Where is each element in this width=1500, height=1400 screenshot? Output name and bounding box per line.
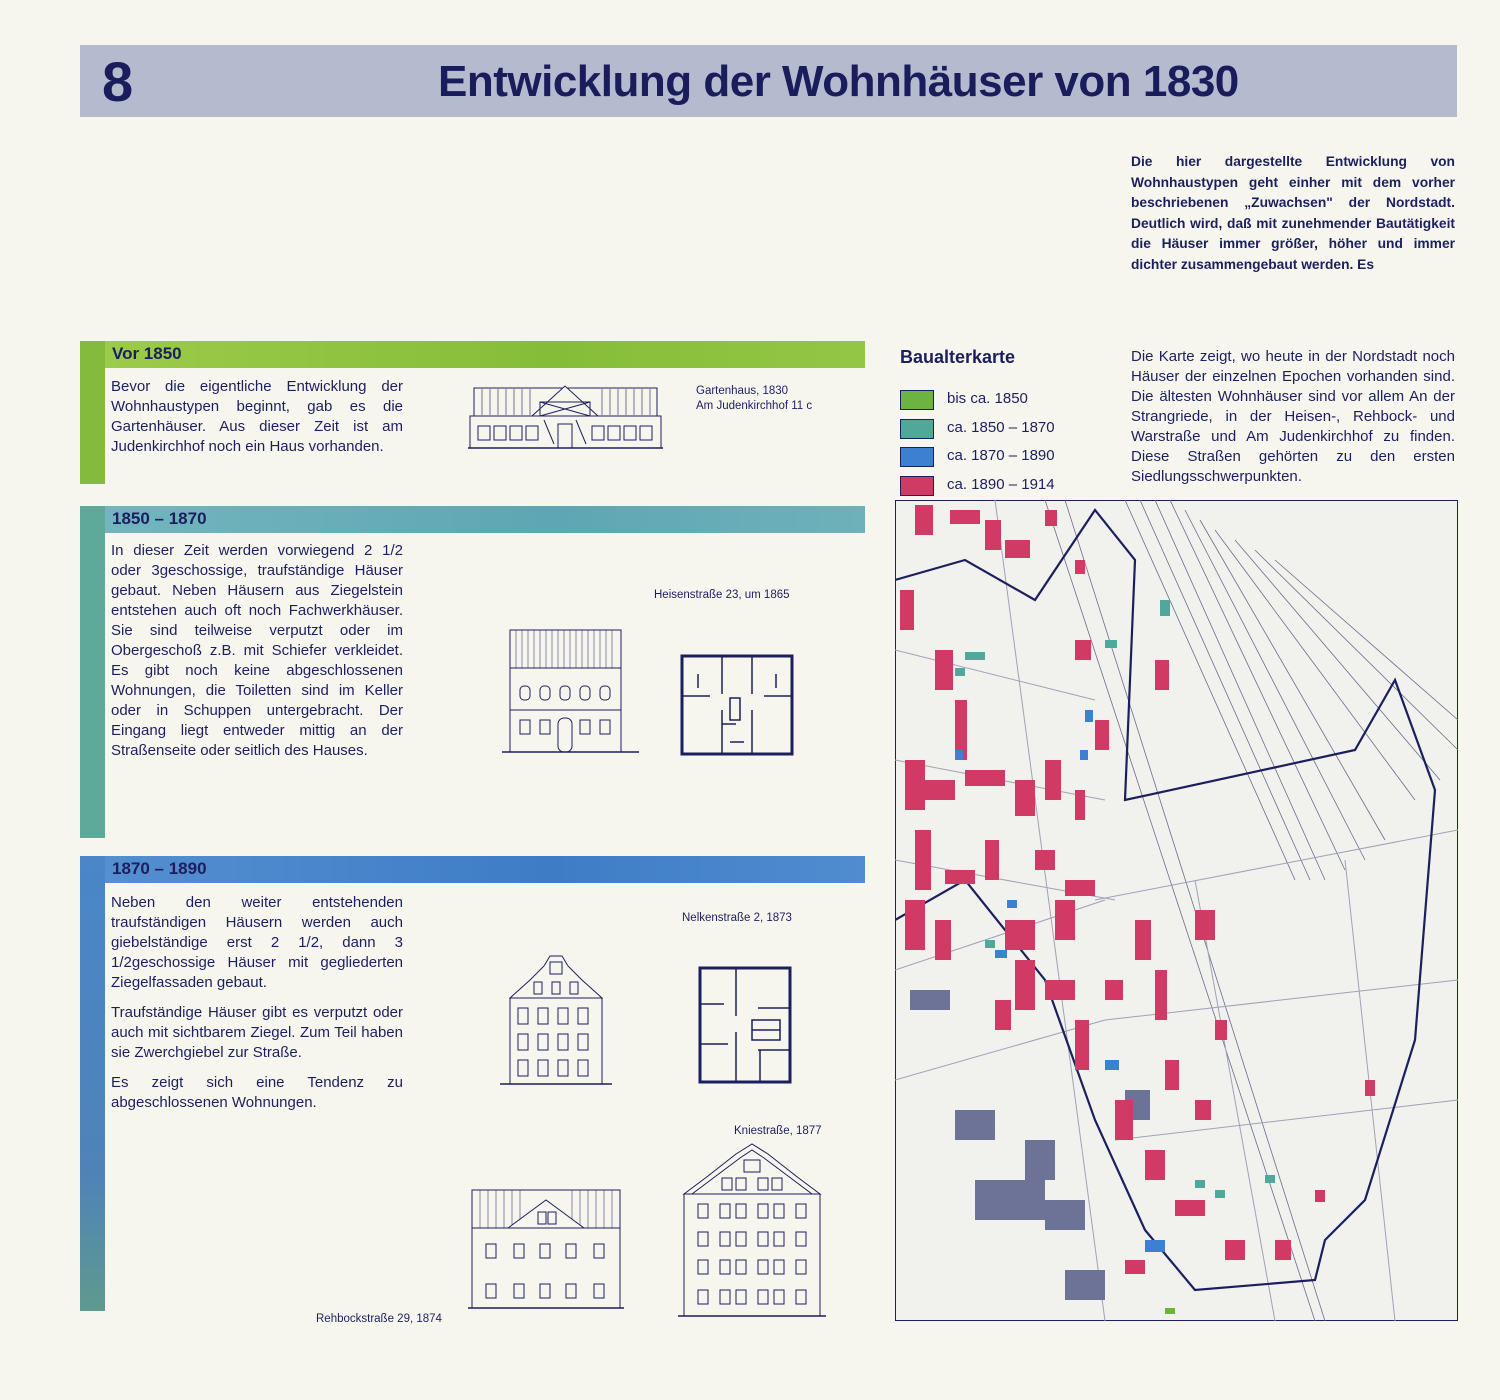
gartenhaus-elevation-drawing [468, 384, 663, 454]
caption-rehbockstrasse: Rehbockstraße 29, 1874 [316, 1313, 442, 1325]
legend-label: bis ca. 1850 [947, 390, 1028, 407]
section-text [111, 377, 403, 457]
kniestrasse-elevation-drawing [678, 1140, 826, 1320]
caption-nelkenstrasse: Nelkenstraße 2, 1873 [682, 912, 792, 924]
caption-line: Gartenhaus, 1830 [696, 385, 789, 397]
legend-label: ca. 1890 – 1914 [947, 476, 1055, 493]
section-stripe [80, 506, 105, 838]
paragraph: In dieser Zeit werden vorwiegend 2 1/2 oder 3geschossige, traufständige Häuser gebaut. Neben Häusern aus Ziegelstein entstehen auch oft noch Fachwerkhäuser. Sie sind teilweise verputzt oder im Obergeschoß z.B. mit Schiefer verkleidet. Es gibt noch keine abgeschlossenen Wohnungen, die Toiletten sind im Keller oder in Schuppen untergebracht. Der Eingang liegt entweder mittig an der Straßenseite oder seitlich des Hauses. [111, 542, 403, 759]
section-text [111, 541, 403, 761]
heisenstrasse-floor-plan [680, 654, 794, 756]
legend-swatch [900, 390, 934, 410]
nelkenstrasse-elevation-drawing [500, 950, 612, 1088]
section-band-1850-1870 [80, 506, 865, 533]
caption-heisenstrasse: Heisenstraße 23, um 1865 [654, 589, 790, 601]
section-band-1870-1890 [80, 856, 865, 883]
title-bar [80, 45, 1457, 117]
section-title: 1870 – 1890 [112, 859, 207, 878]
legend-swatch [900, 476, 934, 496]
legend-label: ca. 1870 – 1890 [947, 447, 1055, 464]
paragraph: Bevor die eigentliche Entwicklung der Wohnhaustypen beginnt, gab es die Gartenhäuser. Aus dieser Zeit ist am Judenkirchhof noch ein Haus vorhanden. [111, 378, 403, 455]
rehbockstrasse-elevation-drawing [468, 1188, 624, 1312]
chapter-number: 8 [102, 50, 134, 113]
section-title: 1850 – 1870 [112, 509, 207, 528]
legend-label: ca. 1850 – 1870 [947, 419, 1055, 436]
legend-swatch [900, 447, 934, 467]
nelkenstrasse-floor-plan [698, 966, 792, 1084]
legend-swatch [900, 419, 934, 439]
caption-kniestrasse: Kniestraße, 1877 [734, 1125, 822, 1137]
intro-paragraph: Die hier dargestellte Entwicklung von Wohnhaustypen geht einher mit dem vorher beschriebenen „Zuwachsen" der Nordstadt. Deutlich wird, daß mit zunehmender Bautätigkeit die Häuser immer größer, höher und immer dichter zusammengebaut werden. Es [1131, 154, 1455, 272]
caption-gartenhaus [696, 384, 812, 414]
map-description: Die Karte zeigt, wo heute in der Nordstadt noch Häuser der einzelnen Epochen vorhanden sind. Die ältesten Wohnhäuser sind vor allem An der Strangriede, in der Heisen-, Rehbock- und Warstraße und Am Judenkirchhof zu finden. Diese Straßen gehörten zu den ersten Siedlungsschwerpunkten. [1131, 348, 1455, 485]
section-text [111, 893, 403, 1113]
section-stripe [80, 341, 105, 484]
page-title: Entwicklung der Wohnhäuser von 1830 [438, 57, 1239, 106]
section-band-vor-1850 [80, 341, 865, 368]
caption-line: Am Judenkirchhof 11 c [696, 400, 813, 412]
section-title: Vor 1850 [112, 344, 182, 363]
paragraph: Neben den weiter entstehenden traufständigen Häusern werden auch giebelständige erst 2 1/2, dann 3 1/2geschossige Häuser mit gegliederten Ziegelfassaden gebaut. [111, 894, 403, 991]
heisenstrasse-elevation-drawing [502, 628, 639, 756]
building-age-map [895, 500, 1458, 1321]
section-stripe [80, 856, 105, 1311]
paragraph: Es zeigt sich eine Tendenz zu abgeschlossenen Wohnungen. [111, 1074, 403, 1111]
paragraph: Traufständige Häuser gibt es verputzt oder auch mit sichtbarem Ziegel. Zum Teil haben sie Zwerchgiebel zur Straße. [111, 1004, 403, 1061]
legend-title: Baualterkarte [900, 347, 1016, 367]
